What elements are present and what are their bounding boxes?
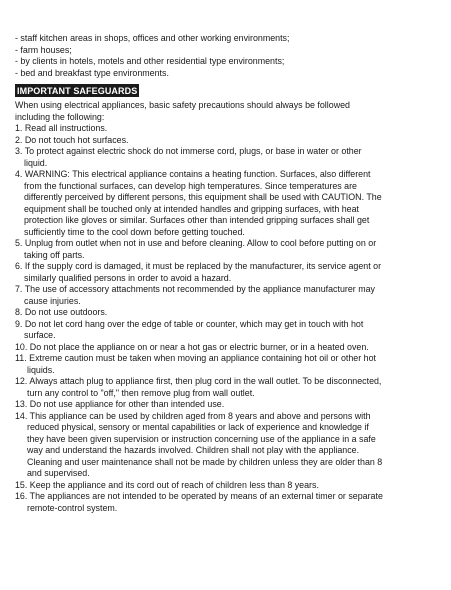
safeguard-item-text: 3. To protect against electric shock do not immerse cord, plugs, or base in water or other: [15, 146, 362, 156]
safeguard-item-continuation: protection like gloves or similar. Surfaces other than intended gripping surfaces shall get: [24, 215, 370, 225]
document-page: [15, 33, 440, 514]
safeguard-item-text: 11. Extreme caution must be taken when moving an appliance containing hot oil or other hot: [15, 353, 376, 363]
safeguard-item-text: 15. Keep the appliance and its cord out of reach of children less than 8 years.: [15, 479, 319, 490]
safeguard-item: [15, 169, 440, 238]
safeguard-item: [15, 123, 440, 135]
safeguard-item-continuation: sufficiently time to the cool down before getting touched.: [24, 226, 245, 237]
safeguard-item: [15, 261, 440, 284]
safeguard-item-text: 7. The use of accessory attachments not recommended by the appliance manufacturer may: [15, 284, 375, 294]
intro-list: [15, 33, 440, 79]
safeguard-list: [15, 123, 440, 514]
safeguard-item: [15, 135, 440, 147]
safeguard-item: [15, 411, 440, 480]
safeguard-item-continuation: differently perceived by different persons, this equipment shall be used with CAUTION. The: [24, 192, 382, 202]
safeguard-item-continuation: turn any control to "off," then remove plug from wall outlet.: [27, 387, 255, 398]
safeguard-item: [15, 146, 440, 169]
safeguard-item-continuation: liquids.: [27, 364, 55, 375]
safeguard-item-text: 8. Do not use outdoors.: [15, 307, 108, 317]
safeguard-item-continuation: surface.: [24, 330, 56, 340]
safeguard-item: [15, 342, 440, 354]
safeguard-item: [15, 319, 440, 342]
safeguard-item-text: 1. Read all instructions.: [15, 123, 108, 133]
intro-list-item: - staff kitchen areas in shops, offices and other working environments;: [15, 33, 290, 43]
safeguard-item-text: 6. If the supply cord is damaged, it must be replaced by the manufacturer, its service agent or: [15, 261, 382, 271]
intro-paragraph-line: including the following:: [15, 111, 105, 122]
safeguard-item-continuation: they have been given supervision or instruction concerning use of the appliance in a safe: [27, 433, 376, 444]
intro-paragraph: [15, 100, 440, 123]
safeguard-item-continuation: equipment shall be touched only at intended handles and gripping surfaces, with heat: [24, 203, 360, 214]
safeguard-item: [15, 307, 440, 319]
safeguard-item: [15, 480, 440, 492]
safeguard-item-text: 12. Always attach plug to appliance first, then plug cord in the wall outlet. To be disconnected,: [15, 376, 382, 386]
safeguard-item-continuation: reduced physical, sensory or mental capabilities or lack of experience and knowledge if: [27, 422, 369, 432]
safeguard-item-text: 2. Do not touch hot surfaces.: [15, 134, 129, 145]
section-heading-wrap: [15, 84, 440, 98]
safeguard-item: [15, 353, 440, 376]
safeguard-item-continuation: taking off parts.: [24, 249, 85, 260]
safeguard-item-continuation: Cleaning and user maintenance shall not be made by children unless they are older than 8: [27, 456, 383, 467]
safeguard-item-continuation: liquid.: [24, 157, 48, 168]
safeguard-item-text: 9. Do not let cord hang over the edge of table or counter, which may get in touch with hot: [15, 318, 364, 329]
safeguard-item-text: 10. Do not place the appliance on or near a hot gas or electric burner, or in a heated oven.: [15, 341, 369, 352]
safeguard-item: [15, 399, 440, 411]
safeguard-item: [15, 491, 440, 514]
safeguard-item-text: 14. This appliance can be used by children aged from 8 years and above and persons with: [15, 410, 371, 421]
safeguard-item-text: 13. Do not use appliance for other than intended use.: [15, 399, 225, 409]
safeguard-item-continuation: similarly qualified persons in order to avoid a hazard.: [24, 272, 232, 283]
safeguard-item-continuation: remote-control system.: [27, 502, 118, 513]
safeguard-item-continuation: cause injuries.: [24, 295, 81, 306]
safeguard-item-continuation: way and understand the hazards involved. Children shall not play with the appliance.: [27, 445, 360, 455]
safeguard-item-text: 5. Unplug from outlet when not in use and before cleaning. Allow to cool before putting on or: [15, 238, 377, 248]
intro-list-item: - by clients in hotels, motels and other residential type environments;: [15, 56, 285, 66]
safeguard-item: [15, 284, 440, 307]
intro-list-item: - bed and breakfast type environments.: [15, 67, 169, 78]
section-heading: IMPORTANT SAFEGUARDS: [17, 86, 138, 96]
safeguard-item-text: 4. WARNING: This electrical appliance contains a heating function. Surfaces, also different: [15, 169, 371, 179]
intro-list-item: - farm houses;: [15, 44, 72, 55]
safeguard-item-text: 16. The appliances are not intended to be operated by means of an external timer or separate: [15, 491, 383, 501]
safeguard-item-continuation: and supervised.: [27, 468, 90, 478]
intro-paragraph-line: When using electrical appliances, basic safety precautions should always be followed: [15, 100, 350, 110]
safeguard-item: [15, 376, 440, 399]
safeguard-item: [15, 238, 440, 261]
safeguard-item-continuation: from the functional surfaces, can develop high temperatures. Since temperatures are: [24, 180, 357, 191]
